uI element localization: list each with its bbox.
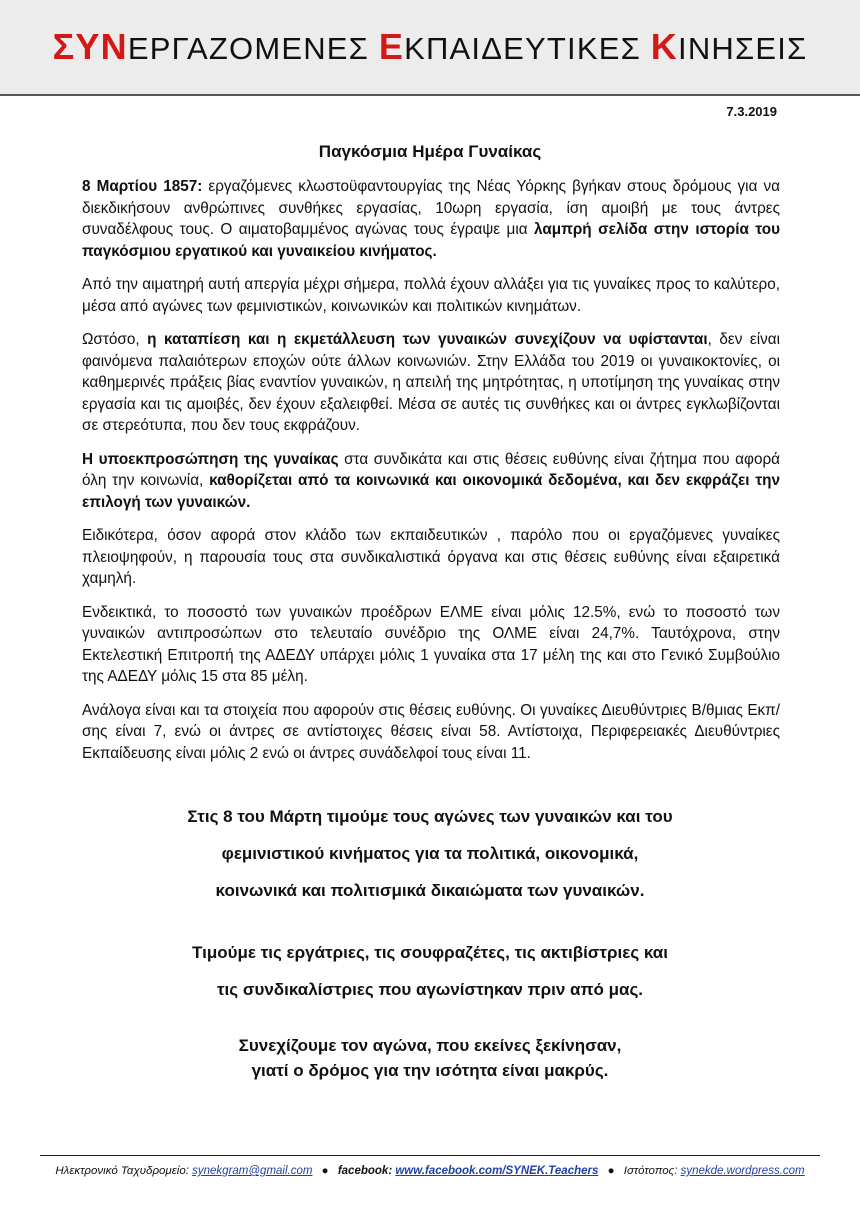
footer-divider <box>40 1155 820 1156</box>
org-title-word-3: ΚΙΝΗΣΕΙΣ <box>650 26 808 67</box>
separator-dot: ● <box>321 1165 329 1177</box>
email-link[interactable]: synekgram@gmail.com <box>192 1165 313 1177</box>
paragraph-text: Ωστόσο, <box>82 331 148 348</box>
paragraph-text: , δεν είναι φαινόμενα παλαιότερων εποχών ούτε άλλων κοινωνιών. Στην Ελλάδα του 2019 οι γυναικοκτονίες, οι καθημερινές πράξεις βίας εναντίον γυναικών, η απειλή της μητρότητας, η υποτίμηση της γυναίκας στην εργασία και τις αμοιβές, δεν έχουν εξαλειφθεί. Μέσα σε αυτές τις συνθήκες και οι άντρες εγκλωβίζονται σε στερεότυπα, που δεν τους εκφράζουν. <box>82 331 780 434</box>
separator-dot: ● <box>607 1165 615 1177</box>
paragraph-text: Ενδεικτικά, το ποσοστό των γυναικών προέδρων ΕΛΜΕ είναι μόλις 12.5%, ενώ το ποσοστό των γυναικών αντιπροσώπων στο τελευταίο συνέδριο της ΟΛΜΕ είναι 24,7%. Ταυτόχρονα, στην Εκτελεστική Επιτροπή της ΑΔΕΔΥ υπάρχει μόλις 1 γυναίκα στα 17 μέλη της και στο Γενικό Συμβούλιο της ΑΔΕΔΥ μόλις 15 στα 85 μέλη. <box>82 603 780 685</box>
body-paragraph <box>82 449 780 514</box>
paragraph-text: εργαζόμενες κλωστοϋφαντουργίας της Νέας Υόρκης βγήκαν στους δρόμους για να διεκδικήσουν ανθρώπινες συνθήκες εργασίας, 10ωρη εργασία, ίση αμοιβή με τους άντρες συναδέλφους τους. Ο αιματοβαμμένος αγώνας τους έγραψε μια <box>82 178 780 238</box>
org-title-word-2: ΕΚΠΑΙΔΕΥΤΙΚΕΣ <box>378 26 651 67</box>
closing-line: Τιμούμε τις εργάτριες, τις σουφραζέτες, τις ακτιβίστριες και <box>192 943 668 962</box>
body-paragraph <box>82 700 780 765</box>
body-paragraph <box>82 602 780 688</box>
paragraph-text: Ειδικότερα, όσον αφορά στον κλάδο των εκπαιδευτικών , παρόλο που οι εργαζόμενες γυναίκες πλειοψηφούν, η παρουσία τους στα συνδικαλιστικά όργανα και στις θέσεις ευθύνης είναι εξαιρετικά χαμηλή. <box>82 527 780 587</box>
closing-line: τις συνδικαλίστριες που αγωνίστηκαν πριν από μας. <box>216 980 644 999</box>
closing-statement <box>0 798 860 1083</box>
paragraph-text: Ανάλογα είναι και τα στοιχεία που αφορούν στις θέσεις ευθύνης. Οι γυναίκες Διευθύντριες Β/θμιας Εκπ/σης είναι 7, ενώ οι άντρες σε αντίστοιχες θέσεις είναι 58. Αντίστοιχα, Περιφερειακές Διευθύντριες Εκπαίδευσης είναι μόλις 2 ενώ οι άντρες συνάδελφοί τους είναι 11. <box>82 701 780 762</box>
document-date: 7.3.2019 <box>726 104 777 119</box>
document-body <box>82 176 780 776</box>
body-paragraph <box>82 329 780 437</box>
website-label: Ιστότοπος: <box>623 1165 678 1177</box>
closing-line: φεμινιστικού κινήματος για τα πολιτικά, οικονομικά, <box>221 844 639 863</box>
body-paragraph <box>82 176 780 262</box>
email-label: Ηλεκτρονικό Ταχυδρομείο: <box>55 1165 189 1177</box>
closing-line: Στις 8 του Μάρτη τιμούμε τους αγώνες των γυναικών και του <box>187 807 673 826</box>
facebook-label: facebook: <box>337 1165 393 1177</box>
closing-line: Συνεχίζουμε τον αγώνα, που εκείνες ξεκίνησαν, <box>238 1036 622 1055</box>
closing-line: γιατί ο δρόμος για την ισότητα είναι μακρύς. <box>251 1061 609 1080</box>
page-footer <box>0 1165 860 1177</box>
paragraph-text: στα συνδικάτα και στις θέσεις ευθύνης είναι ζήτημα που αφορά όλη την κοινωνία, <box>82 450 780 489</box>
page-header <box>0 0 860 96</box>
body-paragraph <box>82 525 780 590</box>
closing-line: κοινωνικά και πολιτισμικά δικαιώματα των γυναικών. <box>215 881 645 900</box>
body-paragraph <box>82 274 780 317</box>
emphasis-text: Η υποεκπροσώπηση της γυναίκας <box>82 450 339 468</box>
emphasis-text: η καταπίεση και η εκμετάλλευση των γυναικών συνεχίζουν να υφίστανται <box>147 331 708 348</box>
organization-title <box>53 26 808 68</box>
document-title: Παγκόσμια Ημέρα Γυναίκας <box>318 142 542 161</box>
paragraph-text: Από την αιματηρή αυτή απεργία μέχρι σήμερα, πολλά έχουν αλλάξει για τις γυναίκες προς το καλύτερο, μέσα από αγώνες των φεμινιστικών, κοινωνικών και πολιτικών κινημάτων. <box>82 276 780 315</box>
org-title-word-1: ΣΥΝΕΡΓΑΖΟΜΕΝΕΣ <box>52 26 379 67</box>
emphasis-text: 8 Μαρτίου 1857: <box>82 178 203 195</box>
emphasis-text: λαμπρή σελίδα στην ιστορία του παγκόσμιου εργατικού και γυναικείου κινήματος. <box>82 221 780 260</box>
emphasis-text: καθορίζεται από τα κοινωνικά και οικονομικά δεδομένα, και δεν εκφράζει την επιλογή των γυναικών. <box>82 472 781 511</box>
website-link[interactable]: synekde.wordpress.com <box>680 1165 805 1177</box>
facebook-link[interactable]: www.facebook.com/SYNEK.Teachers <box>395 1165 599 1177</box>
